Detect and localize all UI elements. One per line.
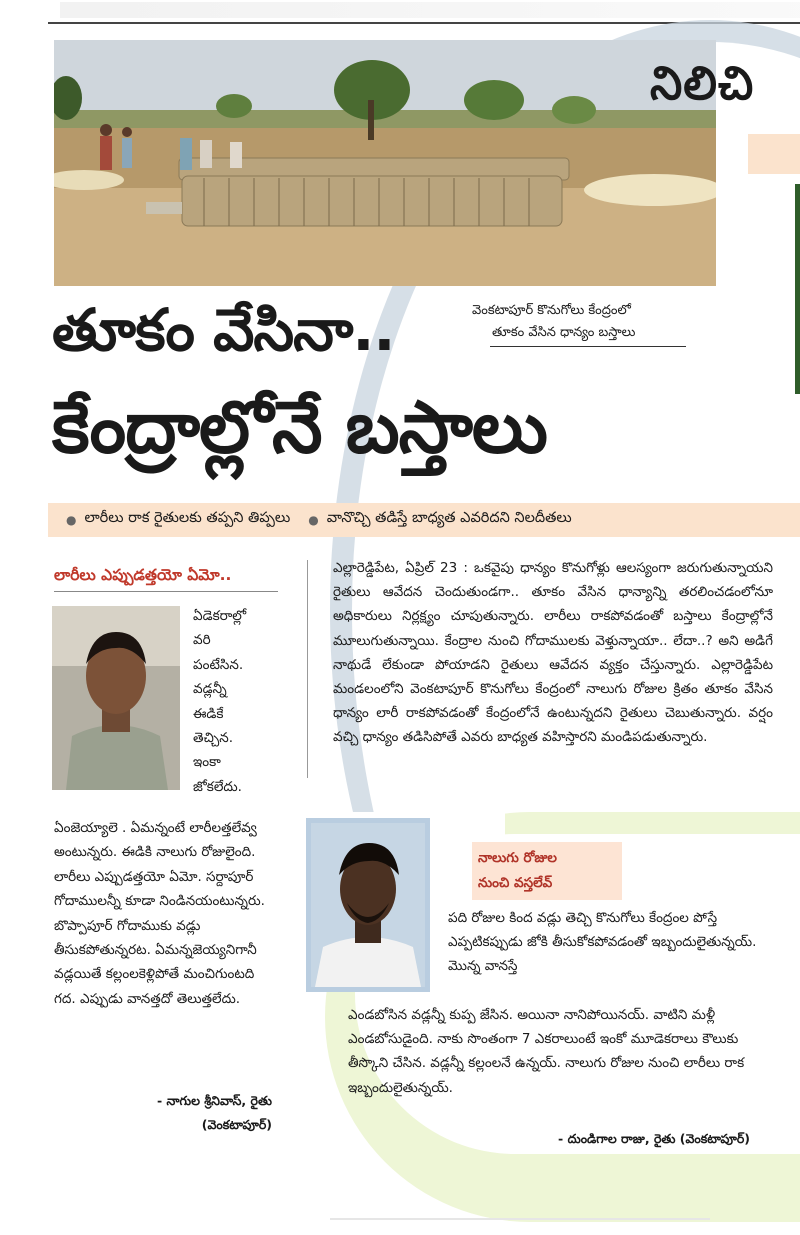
bottom-faint-rule [330, 1218, 710, 1220]
quote-side-line: తెచ్చిన. [193, 730, 234, 747]
caption-underline [490, 346, 686, 347]
quote-side-line: పంటేసిన. [193, 656, 244, 673]
green-box-body-bottom: ఎండబోసిన వడ్లన్నీ కుప్ప జేసిన. అయినా నానిపోయినయ్. వాటిని మళ్లీ ఎండబోసుడైంది. నాకు సొంతంగా 7 ఎకరాలుంటే ఇంకో మూడెకరాలు కౌలుకు తీస్కొని చేసిన. వడ్లన్నీ కల్లంలనే ఉన్నయ్. నాలుగు రోజుల నుంచి లారీలు రాక ఇబ్బందులైతున్నయ్. [348, 1007, 745, 1096]
photo-caption-line-2: తూకం వేసిన ధాన్యం బస్తాలు [492, 325, 636, 340]
farmer-raju-portrait-photo [306, 818, 430, 992]
quote-side-line: ఇంకా [193, 754, 221, 771]
portrait-illustration [311, 823, 425, 987]
headline-line-2: కేంద్రాల్లోనే బస్తాలు [52, 385, 547, 469]
green-box-title-line-1: నాలుగు రోజుల [478, 850, 557, 866]
adjacent-story-band [748, 134, 800, 174]
news-photo-grain-bags [54, 40, 716, 286]
bullet-icon: ● [66, 513, 77, 527]
photo-illustration [54, 40, 716, 286]
quote-signature-name: - నాగుల శ్రీనివాస్, రైతు [156, 1093, 272, 1108]
main-story-body: ఎల్లారెడ్డిపేట, ఏప్రిల్ 23 : ఒకవైపు ధాన్యం కొనుగోళ్లు ఆలస్యంగా జరుగుతున్నాయని రైతులు ఆవేదన చెందుతుండగా.. తూకం వేసిన ధాన్యాన్ని తరలించడంలోనూ అధికారులు నిర్లక్ష్యం చూపుతున్నారు. లారీలు రాకపోవడంతో బస్తాలు కేంద్రాల్లోనే మూలుగుతున్నాయి. కేంద్రాల నుంచి గోదాములకు వెళ్తున్నాయా.. లేదా..? అని అడిగే నాథుడే లేకుండా పోయాడని రైతులు ఆవేదన వ్యక్తం చేస్తున్నారు. ఎల్లారెడ్డిపేట మండలంలోని వెంకటాపూర్ కొనుగోలు కేంద్రంలో నాలుగు రోజుల క్రితం తూకం వేసిన ధాన్యం లారీ రాకపోవడంతో కేంద్రంలోనే ఉంటున్నదని రైతులు చెబుతున్నారు. వర్షం వచ్చి ధాన్యం తడిసిపోతే ఎవరు బాధ్యత వహిస్తారని మండిపడుతున్నారు. [333, 560, 773, 746]
quote-side-line: ఈడికే [193, 705, 224, 722]
quote-side-line: వరి [193, 632, 211, 649]
headline-line-1: తూకం వేసినా.. [52, 296, 395, 364]
green-box-title-line-2: నుంచి వస్తలేవ్ [478, 875, 553, 891]
photo-caption [472, 300, 687, 344]
green-box-signature: - దుండిగాల రాజు, రైతు (వెంకటాపూర్) [558, 1131, 750, 1146]
green-box-title [478, 846, 618, 896]
adjacent-story-image-edge [795, 184, 800, 394]
highlight-2: వానొచ్చి తడిస్తే బాధ్యత ఎవరిదని నిలదీతలు [326, 510, 572, 526]
quote-box-title: లారీలు ఎప్పుడత్తయో ఏమో.. [54, 566, 232, 584]
highlight-1: లారీలు రాక రైతులకు తప్పని తిప్పలు [84, 510, 291, 526]
farmer-portrait-photo [52, 606, 180, 790]
quote-side-line: జోకలేదు. [193, 778, 242, 795]
quote-side-text [193, 604, 273, 799]
portrait-illustration [52, 606, 180, 790]
quote-side-line: ఏడెకరాల్లో [193, 608, 247, 624]
highlights-band [48, 503, 800, 537]
photo-caption-line-1: వెంకటాపూర్ కొనుగోలు కేంద్రంలో [472, 303, 631, 318]
column-divider [307, 560, 308, 778]
green-box-body-top: పది రోజుల కింద వడ్లు తెచ్చి కొనుగోలు కేంద్రంల పోస్తే ఎప్పటికప్పుడు జోకి తీసుకోకపోవడంతో ఇబ్బందులైతున్నయ్. మొన్న వానస్తే [448, 910, 757, 975]
adjacent-story-header: నిలిచి [650, 56, 755, 110]
quote-signature-place: (వెంకటాపూర్) [201, 1117, 272, 1132]
quote-side-line: వడ్లన్నీ [193, 681, 227, 698]
bullet-icon: ● [308, 513, 319, 527]
quote-body: ఏంజెయ్యాలె . ఏమన్నంటే లారీలత్తలేవ్వ అంటున్నరు. ఈడికి నాలుగు రోజులైంది. లారీలు ఎప్పుడత్తయో ఏమో. సర్దాపూర్ గోదాములన్నీ కూడా నిండినయంటున్నరు. బొప్పాపూర్ గోదాముకు వడ్లు తీసుకపోతున్నరట. ఏమన్నజెయ్యనిగానీ వడ్లయితే కల్లంలకెళ్లిపోతే మంచిగుంటది గద. ఎప్పుడు వానత్తదో తెలుత్తలేదు. [54, 820, 265, 1007]
top-faded-strip [60, 2, 800, 18]
quote-box-title-rule [54, 591, 278, 592]
